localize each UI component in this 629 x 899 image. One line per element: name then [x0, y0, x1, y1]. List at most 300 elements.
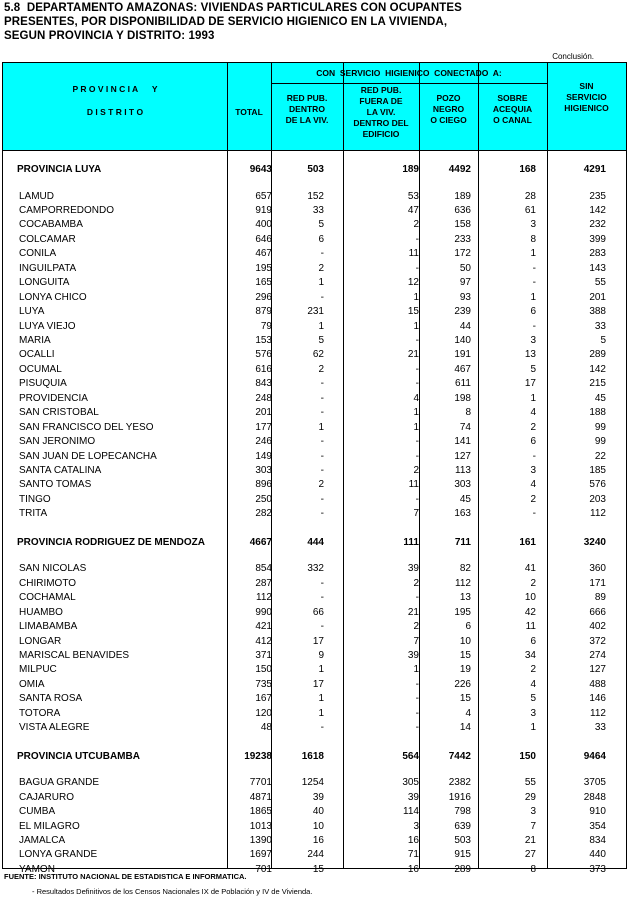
red-fuera-cell: 114: [403, 806, 419, 817]
sin-servicio-cell: 112: [590, 707, 606, 719]
red-dentro-cell: 16: [312, 834, 324, 846]
sin-servicio-cell: 203: [589, 493, 606, 505]
sin-servicio-cell: 142: [589, 204, 606, 216]
red-fuera-cell: -: [415, 592, 419, 604]
red-dentro-cell: -: [320, 577, 324, 589]
sin-servicio-cell: 146: [589, 693, 606, 705]
header-con-servicio: CON SERVICIO HIGIENICO CONECTADO A:: [316, 68, 502, 78]
acequia-cell: 8: [530, 863, 536, 875]
pozo-cell: 112: [455, 577, 471, 589]
sin-servicio-cell: 289: [589, 349, 606, 361]
sin-servicio-cell: 22: [594, 450, 606, 462]
row-name: CAJARURO: [19, 791, 75, 803]
acequia-cell: 41: [524, 563, 536, 575]
sin-servicio-cell: 576: [589, 479, 606, 491]
pozo-cell: 636: [454, 204, 471, 216]
red-fuera-cell: 564: [402, 750, 419, 762]
total-cell: 735: [255, 678, 272, 690]
pozo-cell: 44: [459, 320, 471, 332]
sin-servicio-cell: 3705: [583, 777, 606, 789]
pozo-cell: 1916: [448, 791, 471, 803]
pozo-cell: 74: [459, 421, 471, 433]
red-fuera-cell: 1: [413, 664, 419, 676]
total-cell: 48: [260, 722, 272, 734]
sin-servicio-cell: 388: [589, 306, 606, 318]
total-cell: 153: [255, 334, 272, 346]
sin-servicio-cell: 215: [589, 378, 606, 390]
red-fuera-cell: 39: [407, 563, 419, 575]
pozo-cell: 798: [454, 806, 471, 817]
red-fuera-cell: -: [415, 233, 419, 245]
red-dentro-cell: 1: [318, 320, 324, 332]
red-dentro-cell: 444: [307, 536, 324, 548]
red-fuera-cell: -: [415, 262, 419, 274]
red-dentro-cell: -: [320, 378, 324, 390]
row-name: SANTA ROSA: [19, 693, 83, 705]
row-name: LUYA: [19, 306, 45, 318]
table-row: [3, 805, 626, 819]
acequia-cell: 17: [524, 378, 536, 390]
red-fuera-cell: 305: [402, 777, 419, 789]
pozo-cell: 611: [455, 378, 471, 390]
table-row: [3, 493, 626, 507]
row-name: EL MILAGRO: [19, 820, 80, 832]
sin-servicio-cell: 55: [594, 277, 606, 289]
red-dentro-cell: 66: [312, 606, 324, 618]
table-row: [3, 262, 626, 276]
footer-source: FUENTE: INSTITUTO NACIONAL DE ESTADISTICA E INFORMATICA.: [4, 872, 247, 881]
total-cell: 177: [255, 421, 272, 433]
total-cell: 246: [255, 436, 272, 448]
sin-servicio-cell: 360: [589, 563, 606, 575]
total-cell: 4667: [249, 536, 272, 548]
row-name: SANTA CATALINA: [19, 465, 102, 476]
sin-servicio-cell: 112: [590, 508, 606, 520]
row-name: LIMABAMBA: [19, 621, 78, 632]
acequia-cell: 6: [530, 635, 536, 647]
sin-servicio-cell: 89: [594, 592, 606, 604]
sin-servicio-cell: 99: [594, 436, 606, 448]
red-fuera-cell: -: [415, 678, 419, 690]
red-fuera-cell: 2: [413, 219, 419, 231]
row-name: YAMON: [19, 863, 55, 875]
pozo-cell: 289: [454, 863, 471, 875]
red-dentro-cell: 2: [318, 479, 324, 491]
table-row: [3, 834, 626, 848]
table-row: [3, 507, 626, 521]
total-cell: 879: [255, 306, 272, 318]
red-dentro-cell: 5: [318, 334, 324, 346]
red-fuera-cell: 7: [413, 508, 419, 520]
total-cell: 421: [255, 621, 272, 632]
footer-detail: - Resultados Definitivos de los Censos Nacionales IX de Población y IV de Vivienda.: [32, 887, 313, 896]
acequia-cell: 168: [519, 164, 536, 175]
red-fuera-cell: 1: [413, 291, 419, 303]
acequia-cell: 27: [524, 849, 536, 861]
sin-servicio-cell: 4291: [583, 164, 606, 175]
row-name: TOTORA: [19, 707, 61, 719]
acequia-cell: 5: [530, 363, 536, 375]
acequia-cell: 2: [530, 664, 536, 676]
table-row: [3, 848, 626, 862]
province-row: [3, 750, 626, 764]
pozo-cell: 198: [454, 392, 471, 404]
sin-servicio-cell: 127: [589, 664, 606, 676]
sin-servicio-cell: 488: [589, 678, 606, 690]
pozo-cell: 113: [455, 465, 471, 476]
table-row: [3, 577, 626, 591]
row-name: CHIRIMOTO: [19, 577, 77, 589]
acequia-cell: -: [532, 320, 536, 332]
sin-servicio-cell: 372: [589, 635, 606, 647]
sin-servicio-cell: 188: [589, 407, 606, 419]
red-dentro-cell: 1: [318, 277, 324, 289]
table-row: [3, 721, 626, 735]
red-fuera-cell: -: [415, 493, 419, 505]
acequia-cell: 34: [524, 649, 536, 661]
table-row: [3, 276, 626, 290]
row-name: COCHAMAL: [19, 592, 76, 604]
pozo-cell: 163: [454, 508, 471, 520]
pozo-cell: 4492: [448, 164, 471, 175]
table-row: [3, 649, 626, 663]
acequia-cell: -: [532, 262, 536, 274]
pozo-cell: 239: [454, 306, 471, 318]
total-cell: 854: [255, 563, 272, 575]
red-dentro-cell: 1254: [301, 777, 324, 789]
pozo-cell: 8: [465, 407, 471, 419]
row-name: BAGUA GRANDE: [19, 777, 100, 789]
acequia-cell: 42: [524, 606, 536, 618]
pozo-cell: 97: [459, 277, 471, 289]
row-name: JAMALCA: [19, 834, 66, 846]
row-name: MARIA: [19, 334, 51, 346]
sin-servicio-cell: 201: [589, 291, 606, 303]
table-title: 5.8 DEPARTAMENTO AMAZONAS: VIVIENDAS PARTICULARES CON OCUPANTES PRESENTES, POR DISPONIBILIDAD DE SERVICIO HIGIENICO EN LA VIVIENDA, SEGUN PROVINCIA Y DISTRITO: 1993: [4, 2, 462, 42]
sin-servicio-cell: 235: [589, 190, 606, 202]
row-name: PISUQUIA: [19, 378, 67, 390]
table-row: [3, 320, 626, 334]
total-cell: 412: [255, 635, 272, 647]
table-row: [3, 421, 626, 435]
red-fuera-cell: 2: [413, 577, 419, 589]
acequia-cell: 6: [530, 436, 536, 448]
pozo-cell: 2382: [448, 777, 471, 789]
acequia-cell: 55: [524, 777, 536, 789]
table-row: [3, 464, 626, 478]
red-dentro-cell: 244: [307, 849, 324, 861]
sin-servicio-cell: 274: [589, 649, 606, 661]
pozo-cell: 15: [459, 649, 471, 661]
red-dentro-cell: -: [320, 450, 324, 462]
red-dentro-cell: 40: [312, 806, 324, 817]
row-name: PROVINCIA RODRIGUEZ DE MENDOZA: [17, 536, 205, 548]
sin-servicio-cell: 3240: [583, 536, 606, 548]
total-cell: 287: [255, 577, 272, 589]
total-cell: 165: [255, 277, 272, 289]
table-row: [3, 707, 626, 721]
row-name: LONGAR: [19, 635, 62, 647]
red-fuera-cell: 111: [403, 536, 419, 548]
red-dentro-cell: -: [320, 493, 324, 505]
table-row: [3, 204, 626, 218]
total-cell: 990: [255, 606, 272, 618]
red-dentro-cell: 17: [312, 635, 324, 647]
red-dentro-cell: 15: [312, 863, 324, 875]
pozo-cell: 50: [459, 262, 471, 274]
table-row: [3, 247, 626, 261]
red-fuera-cell: 21: [407, 606, 419, 618]
pozo-cell: 711: [454, 536, 471, 548]
pozo-cell: 15: [459, 693, 471, 705]
red-fuera-cell: 71: [407, 849, 419, 861]
total-cell: 646: [255, 233, 272, 245]
acequia-cell: 21: [524, 834, 536, 846]
total-cell: 303: [255, 465, 272, 476]
acequia-cell: 161: [519, 536, 536, 548]
table-row: [3, 478, 626, 492]
pozo-cell: 19: [459, 664, 471, 676]
red-fuera-cell: 189: [402, 164, 419, 175]
table-row: [3, 435, 626, 449]
red-fuera-cell: 7: [413, 635, 419, 647]
acequia-cell: 3: [530, 465, 536, 476]
header-acequia: SOBRE ACEQUIA O CANAL: [492, 93, 533, 125]
pozo-cell: 639: [454, 820, 471, 832]
table-row: [3, 562, 626, 576]
total-cell: 657: [255, 190, 272, 202]
header-provincia: P R O V I N C I A Y: [72, 84, 158, 94]
red-dentro-cell: 231: [307, 306, 324, 318]
row-name: PROVIDENCIA: [19, 392, 88, 404]
pozo-cell: 141: [454, 436, 471, 448]
acequia-cell: 6: [530, 306, 536, 318]
table-row: [3, 620, 626, 634]
total-cell: 701: [255, 863, 272, 875]
table-row: [3, 820, 626, 834]
total-cell: 150: [255, 664, 272, 676]
table-row: [3, 591, 626, 605]
table-row: [3, 406, 626, 420]
pozo-cell: 172: [454, 248, 471, 260]
table-header: [2, 62, 627, 151]
red-fuera-cell: 39: [407, 649, 419, 661]
red-dentro-cell: 1: [318, 707, 324, 719]
table-row: [3, 606, 626, 620]
total-cell: 4871: [249, 791, 272, 803]
row-name: HUAMBO: [19, 606, 63, 618]
red-fuera-cell: -: [415, 722, 419, 734]
row-name: CONILA: [19, 248, 57, 260]
row-name: INGUILPATA: [19, 262, 77, 274]
acequia-cell: 4: [530, 407, 536, 419]
red-dentro-cell: 503: [307, 164, 324, 175]
row-name: SAN JUAN DE LOPECANCHA: [19, 450, 157, 462]
red-fuera-cell: 12: [407, 277, 419, 289]
pozo-cell: 467: [454, 363, 471, 375]
acequia-cell: 150: [519, 750, 536, 762]
pozo-cell: 226: [454, 678, 471, 690]
total-cell: 576: [255, 349, 272, 361]
acequia-cell: 4: [530, 479, 536, 491]
table-body: [2, 151, 627, 875]
red-dentro-cell: 332: [307, 563, 324, 575]
sin-servicio-cell: 143: [589, 262, 606, 274]
red-fuera-cell: -: [415, 363, 419, 375]
acequia-cell: 7: [530, 820, 536, 832]
red-dentro-cell: 9: [318, 649, 324, 661]
sin-servicio-cell: 9464: [583, 750, 606, 762]
table-row: [3, 678, 626, 692]
pozo-cell: 93: [459, 291, 471, 303]
table-row: [3, 663, 626, 677]
acequia-cell: 8: [530, 233, 536, 245]
red-fuera-cell: -: [415, 436, 419, 448]
total-cell: 896: [255, 479, 272, 491]
row-name: PROVINCIA LUYA: [17, 164, 102, 175]
province-row: [3, 163, 626, 177]
sin-servicio-cell: 185: [589, 465, 606, 476]
row-name: COLCAMAR: [19, 233, 76, 245]
red-fuera-cell: 1: [413, 407, 419, 419]
acequia-cell: -: [532, 450, 536, 462]
red-fuera-cell: 16: [407, 834, 419, 846]
acequia-cell: 10: [524, 592, 536, 604]
row-name: CAMPORREDONDO: [19, 204, 115, 216]
red-dentro-cell: 62: [312, 349, 324, 361]
row-name: OMIA: [19, 678, 45, 690]
total-cell: 250: [255, 493, 272, 505]
red-dentro-cell: -: [320, 436, 324, 448]
acequia-cell: 1: [530, 722, 536, 734]
table-row: [3, 190, 626, 204]
row-name: MILPUC: [19, 664, 57, 676]
total-cell: 282: [255, 508, 272, 520]
sin-servicio-cell: 142: [589, 363, 606, 375]
red-dentro-cell: 10: [312, 820, 324, 832]
acequia-cell: 28: [524, 190, 536, 202]
red-dentro-cell: -: [320, 248, 324, 260]
red-fuera-cell: -: [415, 334, 419, 346]
row-name: OCALLI: [19, 349, 55, 361]
acequia-cell: 2: [530, 493, 536, 505]
table-row: [3, 233, 626, 247]
acequia-cell: 3: [530, 806, 536, 817]
total-cell: 1865: [249, 806, 272, 817]
pozo-cell: 7442: [448, 750, 471, 762]
row-name: SAN NICOLAS: [19, 563, 87, 575]
red-fuera-cell: -: [415, 693, 419, 705]
acequia-cell: 1: [530, 248, 536, 260]
conclusion-note: Conclusión.: [552, 52, 594, 61]
row-name: SAN JERONIMO: [19, 436, 96, 448]
sin-servicio-cell: 45: [594, 392, 606, 404]
acequia-cell: 1: [530, 291, 536, 303]
sin-servicio-cell: 834: [589, 834, 606, 846]
header-total: TOTAL: [235, 107, 263, 117]
red-fuera-cell: 15: [407, 306, 419, 318]
pozo-cell: 503: [454, 834, 471, 846]
red-dentro-cell: -: [320, 621, 324, 632]
table-row: [3, 776, 626, 790]
red-fuera-cell: 1: [413, 421, 419, 433]
red-dentro-cell: 1: [318, 664, 324, 676]
pozo-cell: 233: [454, 233, 471, 245]
row-name: OCUMAL: [19, 363, 62, 375]
sin-servicio-cell: 440: [589, 849, 606, 861]
total-cell: 1697: [249, 849, 272, 861]
pozo-cell: 45: [459, 493, 471, 505]
red-fuera-cell: 2: [413, 465, 419, 476]
pozo-cell: 189: [454, 190, 471, 202]
total-cell: 616: [255, 363, 272, 375]
total-cell: 400: [255, 219, 272, 231]
total-cell: 248: [255, 392, 272, 404]
red-dentro-cell: 39: [312, 791, 324, 803]
red-dentro-cell: 1618: [301, 750, 324, 762]
total-cell: 843: [255, 378, 272, 390]
row-name: MARISCAL BENAVIDES: [19, 649, 130, 661]
red-dentro-cell: -: [320, 407, 324, 419]
sin-servicio-cell: 910: [589, 806, 606, 817]
red-fuera-cell: 3: [413, 820, 419, 832]
acequia-cell: 3: [530, 219, 536, 231]
pozo-cell: 82: [459, 563, 471, 575]
red-fuera-cell: 21: [407, 349, 419, 361]
pozo-cell: 14: [459, 722, 471, 734]
row-name: LONGUITA: [19, 277, 70, 289]
red-fuera-cell: 4: [413, 392, 419, 404]
sin-servicio-cell: 171: [589, 577, 606, 589]
row-name: SAN CRISTOBAL: [19, 407, 99, 419]
sin-servicio-cell: 399: [589, 233, 606, 245]
acequia-cell: 1: [530, 392, 536, 404]
acequia-cell: 61: [524, 204, 536, 216]
header-red-fuera: RED PUB. FUERA DE LA VIV. DENTRO DEL EDIFICIO: [353, 85, 409, 139]
sin-servicio-cell: 666: [589, 606, 606, 618]
table-row: [3, 291, 626, 305]
total-cell: 201: [255, 407, 272, 419]
sin-servicio-cell: 99: [594, 421, 606, 433]
pozo-cell: 191: [454, 349, 471, 361]
red-dentro-cell: -: [320, 722, 324, 734]
red-dentro-cell: 6: [318, 233, 324, 245]
pozo-cell: 915: [454, 849, 471, 861]
pozo-cell: 303: [454, 479, 471, 491]
table-row: [3, 348, 626, 362]
red-dentro-cell: 5: [318, 219, 324, 231]
table-row: [3, 791, 626, 805]
total-cell: 1013: [249, 820, 272, 832]
row-name: LUYA VIEJO: [19, 320, 76, 332]
red-dentro-cell: 1: [318, 693, 324, 705]
red-fuera-cell: 47: [407, 204, 419, 216]
header-sin-servicio: SIN SERVICIO HIGIENICO: [564, 81, 609, 113]
sin-servicio-cell: 2848: [583, 791, 606, 803]
row-name: CUMBA: [19, 806, 56, 817]
pozo-cell: 127: [454, 450, 471, 462]
header-red-dentro: RED PUB. DENTRO DE LA VIV.: [285, 93, 329, 125]
table-row: [3, 392, 626, 406]
sin-servicio-cell: 283: [589, 248, 606, 260]
province-row: [3, 536, 626, 550]
table-row: [3, 635, 626, 649]
table-row: [3, 363, 626, 377]
red-fuera-cell: 11: [408, 248, 419, 260]
header-distrito: D I S T R I T O: [86, 107, 144, 117]
red-dentro-cell: 33: [312, 204, 324, 216]
total-cell: 19238: [244, 750, 272, 762]
